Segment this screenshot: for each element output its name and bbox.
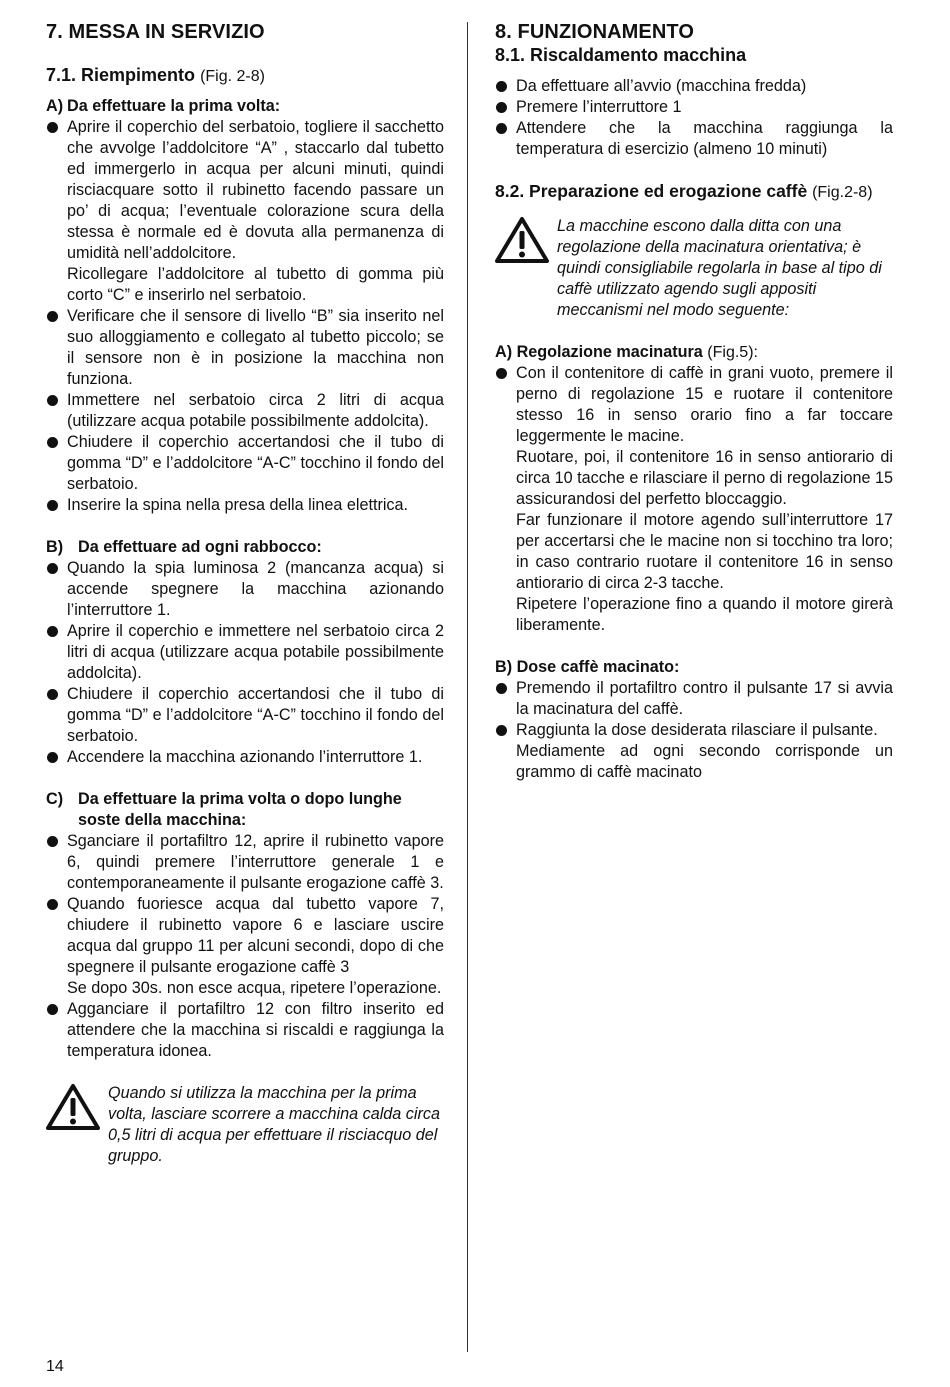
bullet-dot-icon	[47, 563, 58, 574]
list-item	[46, 558, 444, 621]
list-item-text: Attendere che la macchina raggiunga la temperatura di esercizio (almeno 10 minuti)	[516, 119, 893, 158]
bullet-dot-icon	[496, 102, 507, 113]
warning-text: Quando si utilizza la macchina per la prima volta, lasciare scorrere a macchina calda circa 0,5 litri di acqua per effettuare il risciacquo del gruppo.	[108, 1084, 440, 1165]
list-item-text: Quando fuoriesce acqua dal tubetto vapore 7, chiudere il rubinetto vapore 6 e lasciare uscire acqua dal gruppo 11 per alcuni secondi, dopo di che spegnere il pulsante erogazione caffè 3	[67, 895, 444, 976]
list-item-text: Aprire il coperchio del serbatoio, togliere il sacchetto che avvolge l’addolcitore “A” , staccarlo dal tubetto ed immergerlo in acqua per alcuni minuti, quindi risciacquare sotto il rubinetto facendo passare un po’ di acqua; l’eventuale colorazione scura della stessa è normale ed è dovuta alla permanenza di umidità nell’addolcitore.	[67, 118, 444, 262]
section-8-2-title	[495, 180, 893, 204]
list-item	[46, 390, 444, 432]
list-item-text: Aprire il coperchio e immettere nel serbatoio circa 2 litri di acqua (utilizzare acqua potabile possibilmente addolcita).	[67, 622, 444, 682]
section-7-1-title-text: 7.1. Riempimento	[46, 65, 196, 85]
warning-text: La macchine escono dalla ditta con una regolazione della macinatura orientativa; è quindi consigliabile regolarla in base al tipo di caffè utilizzato agendo sugli appositi meccanismi nel modo seguente:	[557, 217, 882, 319]
list-item-text: Agganciare il portafiltro 12 con filtro inserito ed attendere che la macchina si riscaldi e raggiunga la temperatura idonea.	[67, 1000, 444, 1060]
right-column	[495, 20, 893, 783]
list-item-text: Premere l’interruttore 1	[516, 98, 682, 116]
subsection-a-title: Da effettuare la prima volta:	[67, 97, 281, 115]
warning-triangle-icon	[46, 1083, 102, 1137]
list-item	[46, 894, 444, 999]
list-item-text: Da effettuare all’avvio (macchina fredda)	[516, 77, 807, 95]
subsection-b-title: Da effettuare ad ogni rabbocco:	[78, 538, 322, 556]
list-item-text: Quando la spia luminosa 2 (mancanza acqua) si accende spegnere la macchina azionando l’interruttore 1.	[67, 559, 444, 619]
list-item-text: Inserire la spina nella presa della linea elettrica.	[67, 496, 409, 514]
bullet-dot-icon	[47, 899, 58, 910]
list-item-text: Se dopo 30s. non esce acqua, ripetere l’operazione.	[67, 979, 442, 997]
bullet-dot-icon	[47, 689, 58, 700]
section-8-2-fig-ref: (Fig.2-8)	[812, 184, 873, 201]
warning-note	[495, 216, 893, 321]
warning-note	[46, 1083, 444, 1167]
bullet-dot-icon	[496, 81, 507, 92]
list-item	[46, 684, 444, 747]
section-8-1-title: 8.1. Riscaldamento macchina	[495, 45, 747, 65]
bullet-dot-icon	[47, 395, 58, 406]
list-item	[495, 76, 893, 97]
list-item	[46, 831, 444, 894]
bullet-dot-icon	[47, 752, 58, 763]
subsection-c-label: C)	[46, 790, 64, 808]
bullet-dot-icon	[47, 311, 58, 322]
subsection-b-heading: B) Dose caffè macinato:	[495, 658, 680, 676]
bullet-dot-icon	[47, 122, 58, 133]
subsection-b-label: B)	[46, 538, 64, 556]
list-item	[46, 117, 444, 306]
subsection-c-list	[46, 831, 444, 1062]
bullet-dot-icon	[47, 836, 58, 847]
section-8-title: 8. FUNZIONAMENTO	[495, 21, 695, 43]
subsection-a-list	[495, 363, 893, 636]
warning-triangle-icon	[495, 216, 551, 270]
subsection-a-heading	[46, 96, 444, 117]
list-item	[46, 999, 444, 1062]
bullet-dot-icon	[496, 123, 507, 134]
section-8-2-title-text: 8.2. Preparazione ed erogazione caffè	[495, 181, 808, 201]
list-item-text: Ripetere l’operazione fino a quando il motore girerà liberamente.	[516, 595, 893, 634]
left-column	[46, 20, 444, 1167]
list-item	[46, 306, 444, 390]
page-number: 14	[46, 1358, 64, 1375]
list-item-text: Con il contenitore di caffè in grani vuoto, premere il perno di regolazione 15 e ruotare il contenitore stesso 16 in senso orario fino a far toccare leggermente le macine.	[516, 364, 893, 445]
bullet-dot-icon	[47, 626, 58, 637]
list-item-text: Verificare che il sensore di livello “B” sia inserito nel suo alloggiamento e collegato al tubetto piccolo; se il sensore non è in posizione la macchina non funziona.	[67, 307, 444, 388]
list-item	[495, 118, 893, 160]
list-item-text: Premendo il portafiltro contro il pulsante 17 si avvia la macinatura del caffè.	[516, 679, 893, 718]
list-item	[46, 747, 444, 768]
subsection-b-list	[46, 558, 444, 768]
bullet-dot-icon	[496, 368, 507, 379]
section-7-title: 7. MESSA IN SERVIZIO	[46, 21, 265, 43]
list-item	[46, 495, 444, 516]
bullet-dot-icon	[47, 437, 58, 448]
subsection-b-list	[495, 678, 893, 783]
subsection-c-title: Da effettuare la prima volta o dopo lunghe soste della macchina:	[78, 790, 402, 829]
section-7-1-title	[46, 64, 444, 88]
list-item-text: Ricollegare l’addolcitore al tubetto di gomma più corto “C” e inserirlo nel serbatoio.	[67, 265, 444, 304]
list-item	[495, 97, 893, 118]
subsection-a-list	[46, 117, 444, 516]
list-item-text: Mediamente ad ogni secondo corrisponde un grammo di caffè macinato	[516, 742, 893, 781]
list-item-text: Ruotare, poi, il contenitore 16 in senso antiorario di circa 10 tacche e rilasciare il perno di regolazione 15 assicurandosi del perfetto bloccaggio.	[516, 448, 894, 508]
list-item-text: Chiudere il coperchio accertandosi che il tubo di gomma “D” e l’addolcitore “A-C” tocchino il fondo del serbatoio.	[67, 433, 444, 493]
subsection-c-heading	[46, 789, 444, 831]
list-item	[495, 720, 893, 783]
list-item-text: Accendere la macchina azionando l’interruttore 1.	[67, 748, 423, 766]
list-item-text: Immettere nel serbatoio circa 2 litri di acqua (utilizzare acqua potabile possibilmente addolcita).	[67, 391, 444, 430]
bullet-dot-icon	[47, 500, 58, 511]
list-item-text: Raggiunta la dose desiderata rilasciare il pulsante.	[516, 721, 878, 739]
subsection-b-heading	[46, 537, 444, 558]
list-item-text: Chiudere il coperchio accertandosi che il tubo di gomma “D” e l’addolcitore “A-C” tocchino il fondo del serbatoio.	[67, 685, 444, 745]
column-divider	[467, 22, 468, 1352]
bullet-dot-icon	[496, 725, 507, 736]
list-item	[46, 432, 444, 495]
subsection-a-heading	[495, 342, 893, 363]
list-item-text: Sganciare il portafiltro 12, aprire il rubinetto vapore 6, quindi premere l’interruttore generale 1 e contemporaneamente il pulsante erogazione caffè 3.	[67, 832, 444, 892]
section-7-1-fig-ref: (Fig. 2-8)	[200, 68, 265, 85]
bullet-dot-icon	[47, 1004, 58, 1015]
list-item-text: Far funzionare il motore agendo sull’interruttore 17 per accertarsi che le macine non si tocchino tra loro; in caso contrario ruotare il contenitore 16 in senso antiorario di circa 2-3 tacche.	[516, 511, 893, 592]
list-item	[495, 363, 893, 636]
bullet-dot-icon	[496, 683, 507, 694]
list-item	[495, 678, 893, 720]
subsection-a-title: A) Regolazione macinatura	[495, 343, 703, 361]
subsection-a-fig-ref: (Fig.5):	[707, 344, 758, 361]
list-item	[46, 621, 444, 684]
section-8-1-list	[495, 76, 893, 160]
subsection-a-label: A)	[46, 97, 64, 115]
